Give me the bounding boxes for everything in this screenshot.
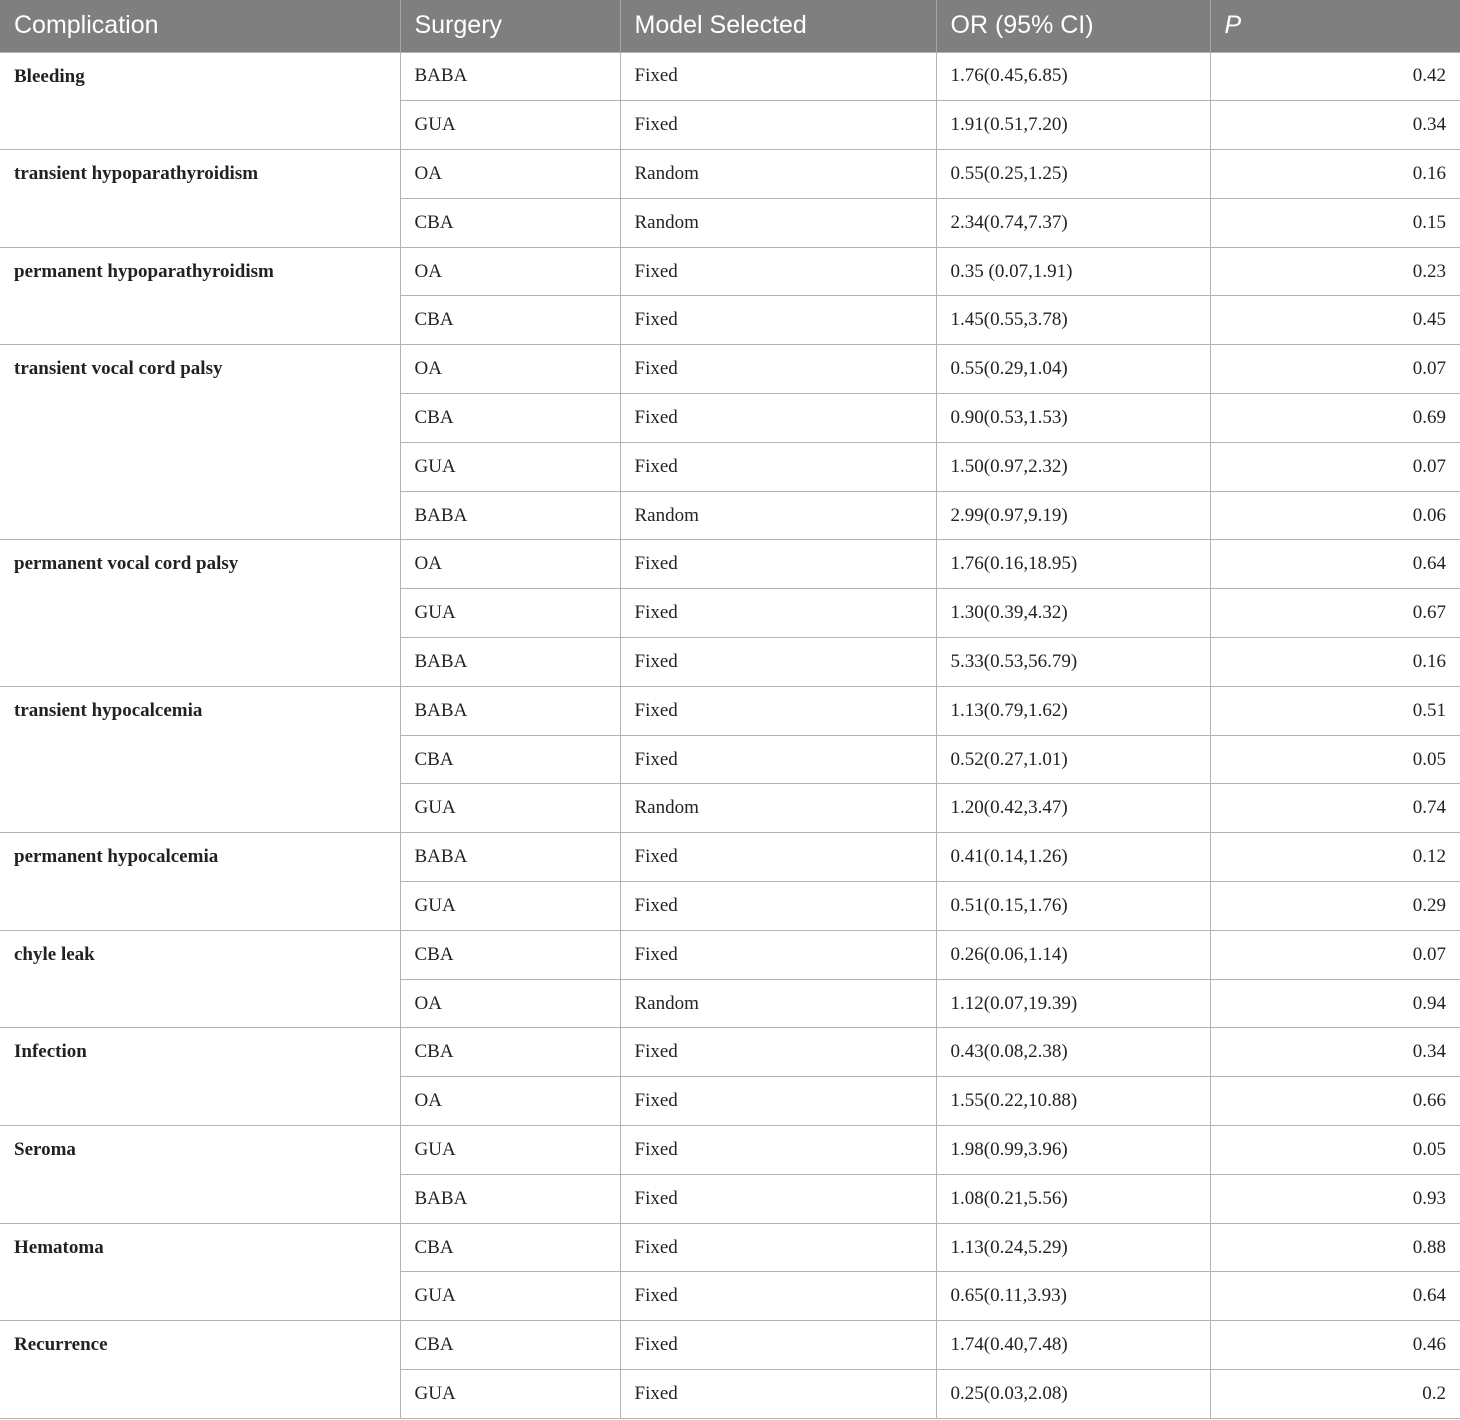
or-ci-cell: 1.30(0.39,4.32)	[936, 589, 1210, 638]
or-ci-cell: 1.98(0.99,3.96)	[936, 1126, 1210, 1175]
complication-cell: permanent hypocalcemia	[0, 833, 400, 931]
model-cell: Fixed	[620, 930, 936, 979]
p-value-cell: 0.34	[1210, 1028, 1460, 1077]
table-row	[0, 150, 1460, 199]
model-cell: Fixed	[620, 1077, 936, 1126]
complication-cell: Seroma	[0, 1126, 400, 1224]
model-cell: Fixed	[620, 833, 936, 882]
or-ci-cell: 0.43(0.08,2.38)	[936, 1028, 1210, 1077]
surgery-cell: CBA	[400, 735, 620, 784]
model-cell: Fixed	[620, 540, 936, 589]
p-value-cell: 0.2	[1210, 1370, 1460, 1419]
table-row	[0, 345, 1460, 394]
p-value-cell: 0.34	[1210, 101, 1460, 150]
surgery-cell: GUA	[400, 589, 620, 638]
model-cell: Fixed	[620, 686, 936, 735]
or-ci-cell: 0.35 (0.07,1.91)	[936, 247, 1210, 296]
or-ci-cell: 1.76(0.45,6.85)	[936, 52, 1210, 101]
or-ci-cell: 0.55(0.29,1.04)	[936, 345, 1210, 394]
surgery-cell: BABA	[400, 638, 620, 687]
surgery-cell: BABA	[400, 686, 620, 735]
complication-cell: transient hypoparathyroidism	[0, 150, 400, 248]
model-cell: Random	[620, 784, 936, 833]
model-cell: Fixed	[620, 247, 936, 296]
model-cell: Random	[620, 150, 936, 199]
surgery-cell: CBA	[400, 198, 620, 247]
p-value-cell: 0.07	[1210, 442, 1460, 491]
header-p-value: P	[1210, 0, 1460, 52]
or-ci-cell: 1.13(0.79,1.62)	[936, 686, 1210, 735]
or-ci-cell: 0.65(0.11,3.93)	[936, 1272, 1210, 1321]
or-ci-cell: 1.45(0.55,3.78)	[936, 296, 1210, 345]
surgery-cell: CBA	[400, 1321, 620, 1370]
table-row	[0, 540, 1460, 589]
header-complication: Complication	[0, 0, 400, 52]
surgery-cell: GUA	[400, 1126, 620, 1175]
p-value-cell: 0.05	[1210, 1126, 1460, 1175]
p-value-cell: 0.16	[1210, 150, 1460, 199]
surgery-cell: BABA	[400, 833, 620, 882]
complication-cell: Bleeding	[0, 52, 400, 150]
p-value-cell: 0.05	[1210, 735, 1460, 784]
surgery-cell: GUA	[400, 1272, 620, 1321]
p-value-cell: 0.06	[1210, 491, 1460, 540]
model-cell: Fixed	[620, 1028, 936, 1077]
or-ci-cell: 1.91(0.51,7.20)	[936, 101, 1210, 150]
surgery-cell: BABA	[400, 1174, 620, 1223]
complication-cell: transient hypocalcemia	[0, 686, 400, 832]
surgery-cell: OA	[400, 1077, 620, 1126]
complication-cell: chyle leak	[0, 930, 400, 1028]
table-row	[0, 686, 1460, 735]
or-ci-cell: 0.90(0.53,1.53)	[936, 394, 1210, 443]
or-ci-cell: 0.51(0.15,1.76)	[936, 882, 1210, 931]
surgery-cell: CBA	[400, 1028, 620, 1077]
p-value-cell: 0.69	[1210, 394, 1460, 443]
surgery-cell: CBA	[400, 930, 620, 979]
complication-cell: permanent vocal cord palsy	[0, 540, 400, 686]
model-cell: Fixed	[620, 638, 936, 687]
model-cell: Fixed	[620, 52, 936, 101]
surgery-cell: CBA	[400, 1223, 620, 1272]
surgery-cell: GUA	[400, 882, 620, 931]
p-value-cell: 0.88	[1210, 1223, 1460, 1272]
p-value-cell: 0.64	[1210, 540, 1460, 589]
surgery-cell: OA	[400, 150, 620, 199]
model-cell: Fixed	[620, 296, 936, 345]
surgery-cell: BABA	[400, 491, 620, 540]
p-value-cell: 0.16	[1210, 638, 1460, 687]
model-cell: Fixed	[620, 1126, 936, 1175]
header-surgery: Surgery	[400, 0, 620, 52]
p-value-cell: 0.94	[1210, 979, 1460, 1028]
table-row	[0, 1126, 1460, 1175]
surgery-cell: CBA	[400, 296, 620, 345]
surgery-cell: OA	[400, 345, 620, 394]
or-ci-cell: 5.33(0.53,56.79)	[936, 638, 1210, 687]
surgery-cell: GUA	[400, 1370, 620, 1419]
p-value-cell: 0.23	[1210, 247, 1460, 296]
table-row	[0, 930, 1460, 979]
model-cell: Fixed	[620, 735, 936, 784]
or-ci-cell: 1.20(0.42,3.47)	[936, 784, 1210, 833]
surgery-cell: OA	[400, 247, 620, 296]
surgery-cell: CBA	[400, 394, 620, 443]
header-model-selected: Model Selected	[620, 0, 936, 52]
complication-cell: permanent hypoparathyroidism	[0, 247, 400, 345]
or-ci-cell: 1.12(0.07,19.39)	[936, 979, 1210, 1028]
model-cell: Random	[620, 198, 936, 247]
p-value-cell: 0.15	[1210, 198, 1460, 247]
complication-cell: Hematoma	[0, 1223, 400, 1321]
model-cell: Random	[620, 979, 936, 1028]
or-ci-cell: 0.52(0.27,1.01)	[936, 735, 1210, 784]
or-ci-cell: 1.74(0.40,7.48)	[936, 1321, 1210, 1370]
or-ci-cell: 1.55(0.22,10.88)	[936, 1077, 1210, 1126]
table-row	[0, 1321, 1460, 1370]
p-value-cell: 0.67	[1210, 589, 1460, 638]
or-ci-cell: 0.25(0.03,2.08)	[936, 1370, 1210, 1419]
or-ci-cell: 0.26(0.06,1.14)	[936, 930, 1210, 979]
complication-cell: Infection	[0, 1028, 400, 1126]
model-cell: Fixed	[620, 345, 936, 394]
surgery-cell: GUA	[400, 784, 620, 833]
header-row	[0, 0, 1460, 52]
surgery-cell: BABA	[400, 52, 620, 101]
model-cell: Fixed	[620, 101, 936, 150]
model-cell: Fixed	[620, 1174, 936, 1223]
p-value-cell: 0.74	[1210, 784, 1460, 833]
model-cell: Fixed	[620, 882, 936, 931]
complication-cell: transient vocal cord palsy	[0, 345, 400, 540]
surgery-cell: GUA	[400, 101, 620, 150]
model-cell: Fixed	[620, 1370, 936, 1419]
surgery-cell: GUA	[400, 442, 620, 491]
p-value-cell: 0.42	[1210, 52, 1460, 101]
model-cell: Fixed	[620, 1223, 936, 1272]
model-cell: Fixed	[620, 589, 936, 638]
surgery-cell: OA	[400, 979, 620, 1028]
or-ci-cell: 0.55(0.25,1.25)	[936, 150, 1210, 199]
model-cell: Fixed	[620, 442, 936, 491]
p-value-cell: 0.07	[1210, 345, 1460, 394]
p-value-cell: 0.45	[1210, 296, 1460, 345]
or-ci-cell: 1.76(0.16,18.95)	[936, 540, 1210, 589]
or-ci-cell: 2.34(0.74,7.37)	[936, 198, 1210, 247]
or-ci-cell: 1.13(0.24,5.29)	[936, 1223, 1210, 1272]
model-cell: Fixed	[620, 394, 936, 443]
or-ci-cell: 0.41(0.14,1.26)	[936, 833, 1210, 882]
model-cell: Fixed	[620, 1272, 936, 1321]
p-value-cell: 0.66	[1210, 1077, 1460, 1126]
or-ci-cell: 2.99(0.97,9.19)	[936, 491, 1210, 540]
p-value-cell: 0.07	[1210, 930, 1460, 979]
header-or-ci: OR (95% CI)	[936, 0, 1210, 52]
table-header	[0, 0, 1460, 52]
model-cell: Fixed	[620, 1321, 936, 1370]
or-ci-cell: 1.50(0.97,2.32)	[936, 442, 1210, 491]
p-value-cell: 0.93	[1210, 1174, 1460, 1223]
p-value-cell: 0.46	[1210, 1321, 1460, 1370]
p-value-cell: 0.51	[1210, 686, 1460, 735]
or-ci-cell: 1.08(0.21,5.56)	[936, 1174, 1210, 1223]
table-row	[0, 1223, 1460, 1272]
p-value-cell: 0.29	[1210, 882, 1460, 931]
table-row	[0, 247, 1460, 296]
p-value-cell: 0.12	[1210, 833, 1460, 882]
p-value-cell: 0.64	[1210, 1272, 1460, 1321]
table-row	[0, 833, 1460, 882]
complication-cell: Recurrence	[0, 1321, 400, 1419]
surgery-cell: OA	[400, 540, 620, 589]
table-body	[0, 52, 1460, 1418]
model-cell: Random	[620, 491, 936, 540]
table-row	[0, 52, 1460, 101]
table-row	[0, 1028, 1460, 1077]
